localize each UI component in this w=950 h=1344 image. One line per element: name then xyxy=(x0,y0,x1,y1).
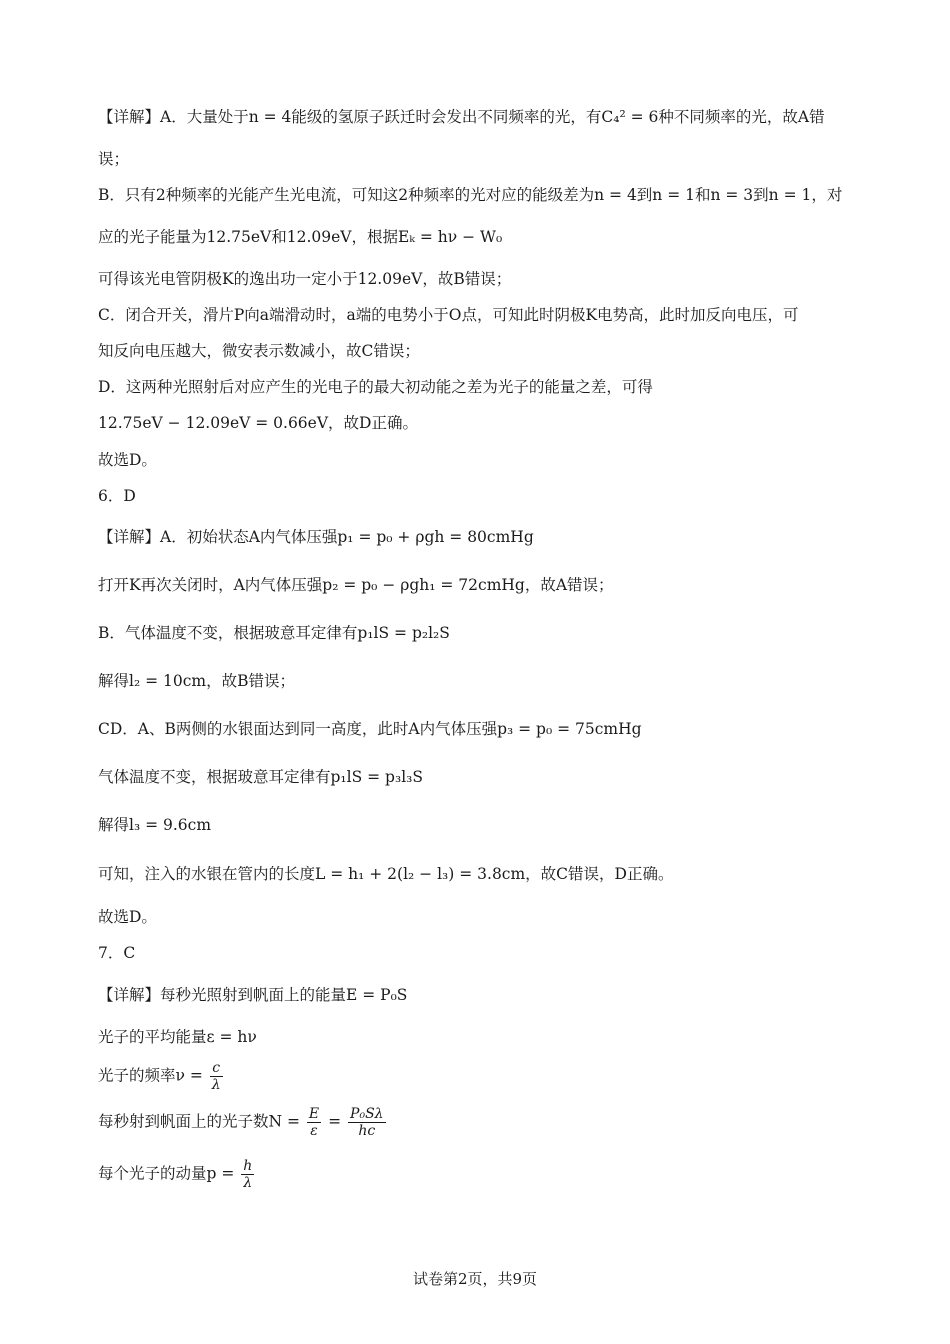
text-line: 误； xyxy=(98,150,130,168)
text-line: 故选D。 xyxy=(98,908,157,926)
text-line: C．闭合开关，滑片P向a端滑动时，a端的电势小于O点，可知此时阴极K电势高，此时加反向电压，可 xyxy=(98,306,799,324)
text-line: 可得该光电管阴极K的逸出功一定小于12.09eV，故B错误； xyxy=(98,270,512,288)
fraction xyxy=(307,1106,321,1139)
fraction-denominator: λ xyxy=(243,1175,253,1191)
text-line: 解得l₃ = 9.6cm xyxy=(98,816,212,834)
frequency-formula-line xyxy=(98,1060,225,1093)
formula-prefix: 每个光子的动量p = xyxy=(98,1164,235,1183)
fraction-denominator: λ xyxy=(211,1077,221,1093)
fraction-numerator: c xyxy=(210,1060,223,1077)
text-line: 气体温度不变，根据玻意耳定律有p₁lS = p₃l₃S xyxy=(98,768,423,786)
text-line: 【详解】A．初始状态A内气体压强p₁ = p₀ + ρgh = 80cmHg xyxy=(98,528,534,546)
text-line: B．只有2种频率的光能产生光电流，可知这2种频率的光对应的能级差为n = 4到n = 1和n = 3到n = 1，对 xyxy=(98,186,843,204)
text-line: 【详解】每秒光照射到帆面上的能量E = P₀S xyxy=(98,986,408,1004)
question-answer: 7．C xyxy=(98,944,136,962)
fraction xyxy=(348,1106,386,1139)
text-line: B．气体温度不变，根据玻意耳定律有p₁lS = p₂l₂S xyxy=(98,624,450,642)
question-answer: 6．D xyxy=(98,487,136,505)
text-line: CD．A、B两侧的水银面达到同一高度，此时A内气体压强p₃ = p₀ = 75cmHg xyxy=(98,720,642,738)
fraction-numerator: h xyxy=(243,1158,253,1174)
text-line: 12.75eV − 12.09eV = 0.66eV，故D正确。 xyxy=(98,414,418,432)
fraction xyxy=(210,1060,223,1093)
page-footer: 试卷第2页，共9页 xyxy=(412,1270,538,1288)
formula-prefix: 每秒射到帆面上的光子数N = xyxy=(98,1112,300,1131)
text-line: 解得l₂ = 10cm，故B错误； xyxy=(98,672,296,690)
text-line: 光子的平均能量ε = hν xyxy=(98,1028,257,1046)
fraction-denominator: hc xyxy=(358,1123,376,1139)
momentum-formula-line xyxy=(98,1158,256,1191)
formula-prefix: 光子的频率ν = xyxy=(98,1066,203,1085)
text-line: D．这两种光照射后对应产生的光电子的最大初动能之差为光子的能量之差，可得 xyxy=(98,378,653,396)
text-line: 打开K再次关闭时，A内气体压强p₂ = p₀ − ρgh₁ = 72cmHg，故A错误； xyxy=(98,576,614,594)
fraction-numerator: E xyxy=(308,1106,320,1122)
fraction xyxy=(241,1158,254,1191)
text-line: 【详解】A．大量处于n = 4能级的氢原子跃迁时会发出不同频率的光，有C₄² = 6种不同频率的光，故A错 xyxy=(98,108,825,126)
text-line: 故选D。 xyxy=(98,451,157,469)
fraction-denominator: ε xyxy=(310,1123,318,1139)
equals-sign: = xyxy=(328,1112,342,1131)
photon-count-formula-line xyxy=(98,1106,388,1139)
fraction-numerator: P₀Sλ xyxy=(350,1106,384,1122)
text-line: 可知，注入的水银在管内的长度L = h₁ + 2(l₂ − l₃) = 3.8cm，故C错误，D正确。 xyxy=(98,865,674,883)
text-line: 知反向电压越大，微安表示数减小，故C错误； xyxy=(98,342,420,360)
text-line: 应的光子能量为12.75eV和12.09eV，根据Eₖ = hν − W₀ xyxy=(98,228,503,246)
